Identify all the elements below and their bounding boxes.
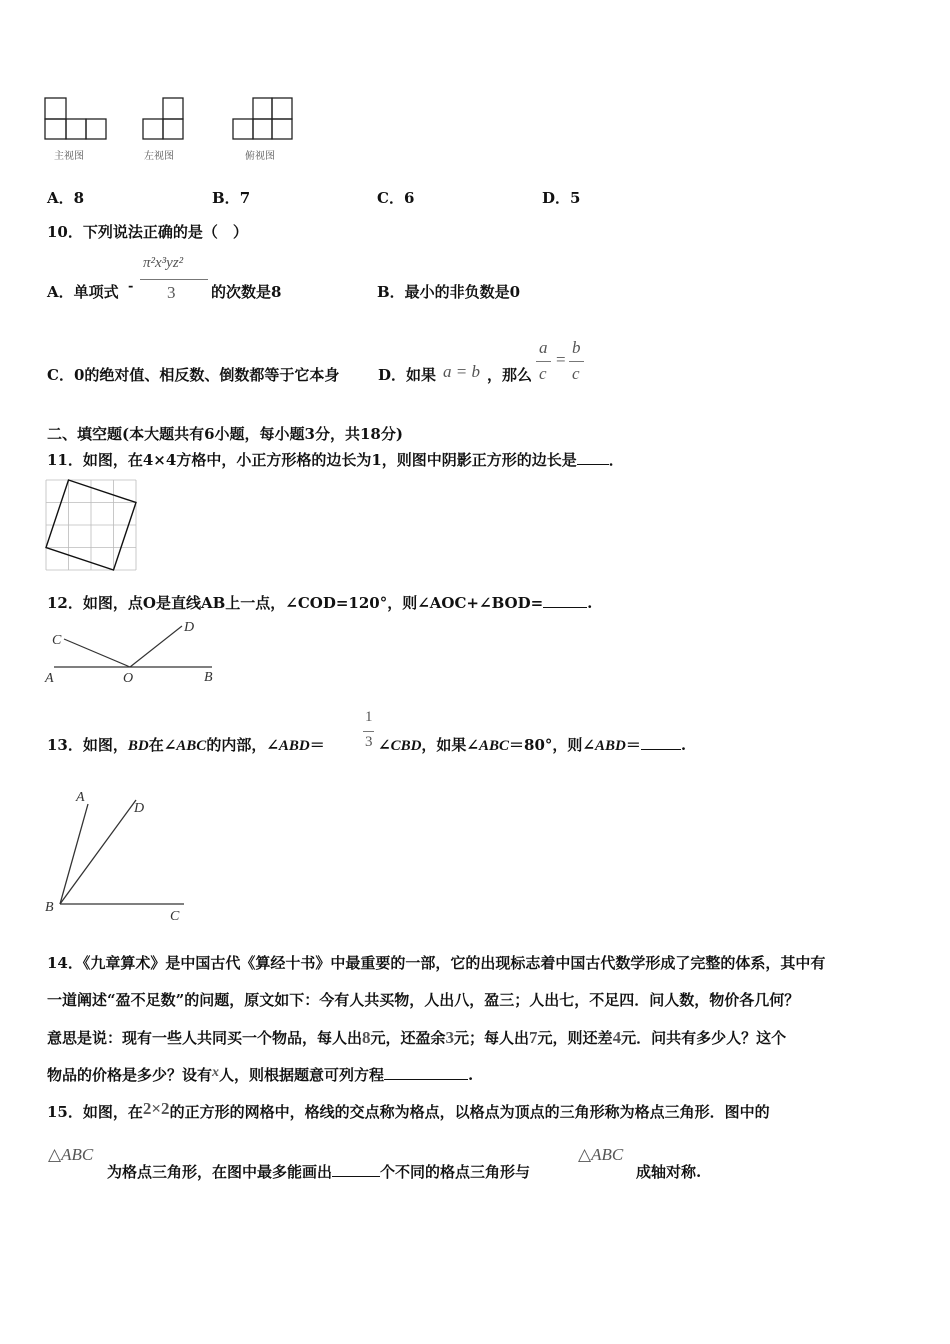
q11-stem: 11．如图，在4×4方格中，小正方形格的边长为1，则图中阴影正方形的边长是 [47, 451, 577, 469]
q12-answer-blank[interactable] [543, 592, 587, 608]
q12-angle-svg [44, 618, 222, 688]
q10-option-d-right-den: c [572, 364, 580, 383]
q13-angle-figure [44, 786, 194, 930]
q9-three-views-figure [40, 95, 300, 165]
q13-text-part1: 13．如图，BD在∠ABC的内部，∠ABD＝ [47, 736, 325, 754]
q10-option-d-left-bar [536, 361, 551, 362]
q11-grid-figure [44, 478, 140, 576]
q10-option-c: C．0的绝对值、相反数、倒数都等于它本身 [47, 366, 340, 384]
q10-option-d-then: ，那么 [487, 366, 533, 384]
q10-option-d-prefix: D．如果 [378, 366, 437, 384]
q13-fraction-bar [363, 731, 374, 732]
front-view-drawing [45, 98, 106, 139]
q10-option-d-eq: = [556, 350, 566, 369]
q14-line-1: 14．《九章算术》是中国古代《算经十书》中最重要的一部，它的出现标志着中国古代数学形成了完整的体系，其中有 [47, 954, 826, 972]
q11-end: ． [608, 451, 624, 469]
q12-ray-od [130, 626, 182, 667]
q12-end: . [587, 594, 593, 612]
q13-label-c: C [170, 909, 180, 924]
q12-label-o: O [123, 671, 134, 686]
q14-line-4: 物品的价格是多少？设有x人，则根据题意可列方程 . [47, 1065, 474, 1084]
q10-option-a-suffix: 的次数是8 [211, 283, 282, 301]
q10-option-a-numerator: π²x³yz² [143, 255, 184, 271]
q12-label-a: A [45, 671, 54, 686]
q10-option-d-left-num: a [539, 338, 548, 357]
q10-option-a-denominator: 3 [167, 283, 176, 302]
q12-label-b: B [204, 670, 213, 685]
q12-angle-figure [44, 618, 222, 692]
q13-ray-bd [60, 800, 136, 904]
q12-label-c: C [52, 633, 62, 648]
q15-triangle-abc-2: △ABC [578, 1145, 624, 1164]
q14-line-2: 一道阐述“盈不足数”的问题，原文如下：今有人共买物，人出八，盈三；人出七，不足四．问人数，物价各几何？ [47, 991, 800, 1009]
q12-ray-oc [64, 639, 130, 667]
q15-line-2: 为格点三角形，在图中最多能画出 个不同的格点三角形与 [107, 1163, 531, 1181]
front-view-caption: 主视图 [54, 151, 84, 162]
q13-ray-ba [60, 804, 88, 904]
q9-option-c: C．6 [377, 189, 415, 207]
q13-angle-svg [44, 786, 194, 926]
q13-fraction-numerator: 1 [365, 709, 373, 725]
left-view-caption: 左视图 [144, 151, 174, 162]
q15-triangle-abc-1: △ABC [48, 1145, 94, 1164]
q10-option-a-minus: - [128, 279, 134, 294]
q10-option-d-condition: a = b [443, 362, 480, 381]
q11-grid-svg [44, 478, 140, 572]
q12-text [47, 592, 592, 613]
q9-option-b: B．7 [212, 189, 251, 207]
q13-fraction-denominator: 3 [365, 734, 373, 750]
top-view-drawing [233, 98, 292, 139]
q12-stem: 12．如图，点O是直线AB上一点，∠COD=120°，则∠AOC+∠BOD= [47, 594, 544, 612]
q15-line-1: 15．如图，在2×2的正方形的网格中，格线的交点称为格点，以格点为顶点的三角形称为格点三角形．图中的 [47, 1099, 770, 1121]
top-view-caption: 俯视图 [245, 151, 275, 162]
q10-option-d-right-bar [569, 361, 584, 362]
q13-label-a: A [76, 790, 85, 805]
q13-answer-blank[interactable] [641, 734, 681, 750]
q10-option-a-prefix: A．单项式 [47, 283, 119, 301]
q13-label-b: B [45, 900, 54, 915]
q10-option-d-left-den: c [539, 364, 547, 383]
q11-text [47, 449, 624, 470]
q14-line-3: 意思是说：现有一些人共同买一个物品，每人出8元，还盈余3元；每人出7元，则还差4元．问共有多少人？这个 [47, 1028, 787, 1047]
q11-answer-blank[interactable] [577, 449, 609, 465]
section-2-heading: 二、填空题(本大题共有6小题，每小题3分，共18分) [47, 425, 403, 443]
q13-label-d: D [134, 801, 145, 816]
q12-label-d: D [184, 620, 195, 635]
left-view-drawing [143, 98, 183, 139]
q10-option-d-right-num: b [572, 338, 581, 357]
q10-stem: 10．下列说法正确的是（ ） [47, 223, 248, 241]
q11-grid-lines [46, 480, 136, 570]
q15-answer-blank[interactable] [332, 1161, 380, 1177]
q15-line-2-end: 成轴对称. [636, 1163, 702, 1181]
q14-answer-blank[interactable] [384, 1064, 468, 1080]
q10-fraction-bar [140, 279, 208, 280]
q9-option-d: D．5 [542, 189, 581, 207]
q10-option-b: B．最小的非负数是0 [377, 283, 521, 301]
q13-text-part2: ∠CBD，如果∠ABC＝80°，则∠ABD＝ . [378, 736, 687, 754]
q9-option-a: A．8 [47, 189, 85, 207]
